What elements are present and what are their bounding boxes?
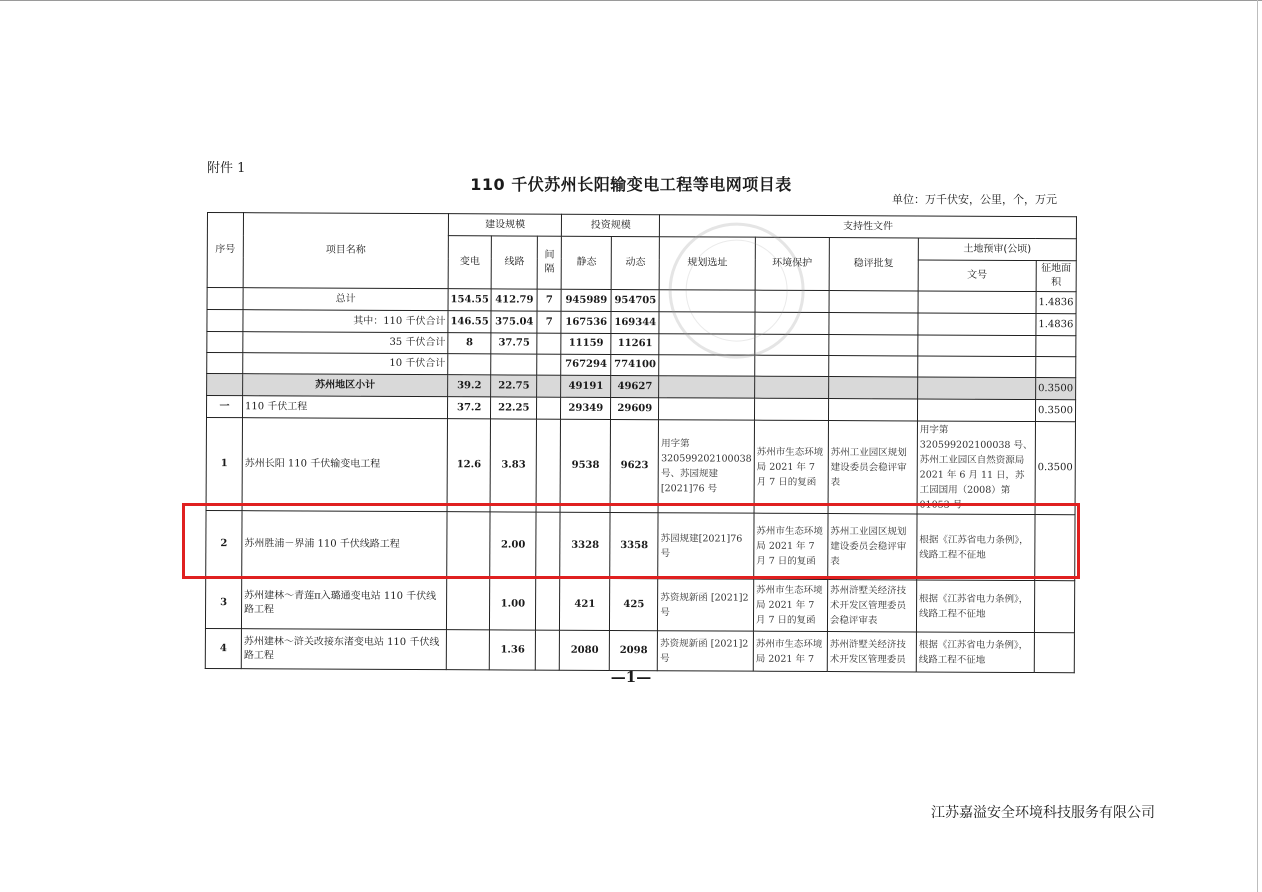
cell-area — [1034, 633, 1074, 673]
cell-dynamic: 11261 — [611, 333, 659, 354]
annex-label: 附件 1 — [207, 161, 246, 176]
cell-bay — [537, 397, 561, 419]
cell-static: 2080 — [560, 630, 610, 670]
cell-static: 11159 — [561, 333, 611, 354]
cell-docno — [918, 356, 1036, 378]
col-static: 静态 — [561, 236, 611, 289]
cell-stability — [829, 291, 918, 313]
unit-note: 单位：万千伏安，公里，个，万元 — [892, 193, 1057, 206]
col-bay: 间隔 — [537, 236, 561, 289]
cell-planning — [659, 376, 755, 398]
cell-seq — [207, 332, 243, 353]
cell-planning: 苏资规新函 [2021]2 号 — [658, 631, 754, 671]
cell-env — [755, 355, 829, 376]
cell-seq: 4 — [205, 628, 241, 668]
cell-env: 苏州市生态环境局 2021 年 7 月 7 日的复函 — [753, 579, 827, 631]
cell-docno: 根据《江苏省电力条例》，线路工程不征地 — [916, 580, 1034, 633]
cell-sub: 12.6 — [447, 419, 491, 512]
cell-docno — [918, 377, 1036, 400]
col-invest-scale: 投资规模 — [562, 214, 660, 236]
cell-dynamic: 169344 — [611, 311, 659, 333]
cell-dynamic: 954705 — [611, 289, 659, 311]
cell-line: 37.75 — [491, 333, 537, 354]
cell-name: 苏州地区小计 — [243, 374, 448, 397]
cell-line: 1.00 — [490, 578, 536, 630]
cell-env: 苏州市生态环境局 2021 年 7 月 7 日的复函 — [754, 420, 828, 513]
cell-seq — [207, 310, 243, 332]
cell-dynamic: 29609 — [611, 397, 659, 419]
cell-name: 其中：110 千伏合计 — [243, 310, 448, 333]
cell-bay — [537, 354, 561, 375]
cell-stability — [829, 313, 918, 335]
cell-docno: 根据《江苏省电力条例》，线路工程不征地 — [916, 632, 1034, 673]
cell-planning: 苏资规新函 [2021]2 号 — [658, 579, 754, 631]
col-name: 项目名称 — [243, 213, 448, 289]
cell-seq — [207, 288, 243, 310]
cell-dynamic: 9623 — [610, 419, 658, 512]
cell-sub: 154.55 — [448, 289, 491, 311]
cell-docno — [918, 291, 1036, 314]
cell-bay: 7 — [537, 289, 561, 311]
cell-sub — [446, 630, 489, 670]
col-stability: 稳评批复 — [829, 238, 918, 291]
cell-area: 1.4836 — [1036, 292, 1076, 314]
project-table-wrap — [205, 212, 1077, 673]
cell-line — [491, 354, 537, 375]
cell-stability: 苏州工业园区规划建设委员会稳评审表 — [828, 514, 917, 580]
cell-sub: 146.55 — [448, 311, 491, 333]
table-row — [206, 418, 1075, 515]
cell-bay — [536, 578, 560, 630]
cell-stability: 苏州工业园区规划建设委员会稳评审表 — [828, 421, 917, 514]
cell-planning — [659, 398, 755, 420]
cell-env — [754, 398, 828, 420]
cell-docno — [918, 335, 1036, 357]
cell-sub: 37.2 — [447, 397, 490, 419]
table-row — [205, 628, 1074, 672]
project-table — [205, 212, 1077, 673]
col-support-docs: 支持性文件 — [660, 215, 1077, 239]
col-substation: 变电 — [448, 236, 492, 289]
cell-seq — [207, 374, 243, 396]
cell-env: 苏州市生态环境局 2021 年 7 月 7 日的复函 — [754, 513, 828, 579]
cell-name: 苏州建林～浒关改接东渚变电站 110 千伏线路工程 — [241, 629, 446, 670]
cell-line: 375.04 — [491, 311, 537, 333]
cell-seq — [207, 353, 243, 374]
cell-env — [755, 334, 829, 355]
col-docno: 文号 — [918, 260, 1036, 292]
cell-dynamic: 425 — [610, 578, 658, 630]
col-area: 征地面积 — [1036, 261, 1076, 292]
cell-area — [1036, 357, 1076, 378]
cell-sub — [446, 578, 490, 630]
col-env: 环境保护 — [755, 237, 829, 290]
cell-static: 29349 — [561, 397, 611, 419]
table-row — [205, 576, 1074, 632]
cell-planning — [659, 334, 755, 355]
cell-static: 167536 — [561, 311, 611, 333]
cell-stability: 苏州浒墅关经济技术开发区管理委员会稳评审表 — [827, 580, 916, 632]
cell-name: 苏州胜浦－界浦 110 千伏线路工程 — [242, 511, 447, 578]
cell-area — [1036, 336, 1076, 357]
cell-stability — [828, 399, 917, 421]
top-border — [0, 0, 1262, 1]
cell-name: 10 千伏合计 — [243, 353, 448, 375]
cell-seq: 2 — [206, 510, 242, 576]
cell-seq: 一 — [206, 396, 242, 418]
cell-dynamic: 2098 — [610, 630, 658, 670]
cell-stability: 苏州浒墅关经济技术开发区管理委员 — [827, 632, 916, 672]
cell-planning — [659, 355, 755, 376]
company-name: 江苏嘉溢安全环境科技服务有限公司 — [931, 805, 1155, 821]
cell-line: 3.83 — [490, 419, 536, 512]
cell-name: 110 千伏工程 — [242, 396, 447, 419]
cell-static: 3328 — [560, 512, 610, 578]
cell-name: 苏州建林～青莲π入璐通变电站 110 千伏线路工程 — [241, 577, 446, 630]
cell-dynamic: 774100 — [611, 354, 659, 375]
cell-dynamic: 3358 — [610, 512, 658, 578]
cell-planning — [659, 312, 755, 334]
cell-line: 22.75 — [491, 375, 537, 397]
col-planning: 规划选址 — [659, 237, 755, 290]
col-land: 土地预审(公顷) — [918, 238, 1076, 261]
cell-name: 35 千伏合计 — [243, 332, 448, 354]
cell-seq: 3 — [205, 576, 241, 628]
cell-sub: 8 — [448, 333, 491, 354]
cell-env — [755, 312, 829, 334]
cell-env — [755, 376, 829, 398]
cell-stability — [829, 356, 918, 377]
cell-env — [755, 290, 829, 312]
col-build-scale: 建设规模 — [448, 214, 561, 237]
cell-static: 767294 — [561, 354, 611, 375]
cell-area — [1034, 581, 1074, 633]
page-number: —1— — [610, 668, 652, 686]
col-seq: 序号 — [207, 213, 243, 288]
cell-bay — [537, 375, 561, 397]
cell-static: 9538 — [560, 419, 610, 512]
cell-env: 苏州市生态环境局 2021 年 7 — [753, 631, 827, 671]
cell-line: 412.79 — [491, 289, 537, 311]
cell-stability — [829, 335, 918, 356]
cell-docno — [917, 399, 1035, 422]
cell-bay: 7 — [537, 311, 561, 333]
cell-stability — [829, 377, 918, 399]
red-highlight-box — [182, 503, 1080, 579]
cell-docno — [918, 313, 1036, 336]
cell-area: 0.3500 — [1035, 400, 1075, 422]
cell-docno: 根据《江苏省电力条例》，线路工程不征地 — [917, 514, 1035, 581]
cell-area: 1.4836 — [1036, 314, 1076, 336]
cell-planning — [659, 290, 755, 312]
cell-planning: 用字第 320599202100038 号、苏园规建 [2021]76 号 — [658, 420, 754, 513]
cell-line: 2.00 — [490, 512, 536, 578]
cell-bay — [536, 419, 560, 512]
cell-area: 0.3500 — [1036, 378, 1076, 400]
cell-static: 49191 — [561, 375, 611, 397]
document-title: 110 千伏苏州长阳输变电工程等电网项目表 — [470, 175, 792, 194]
right-border — [1257, 0, 1258, 892]
col-line: 线路 — [491, 236, 537, 289]
cell-name: 苏州长阳 110 千伏输变电工程 — [242, 418, 447, 512]
cell-line: 1.36 — [490, 630, 536, 670]
cell-seq: 1 — [206, 418, 242, 511]
cell-line: 22.25 — [491, 397, 537, 419]
cell-sub: 39.2 — [448, 375, 491, 397]
cell-planning: 苏园规建[2021]76 号 — [658, 513, 754, 579]
cell-area: 0.3500 — [1035, 422, 1075, 515]
cell-static: 945989 — [561, 289, 611, 311]
cell-bay — [536, 630, 560, 670]
cell-static: 421 — [560, 578, 610, 630]
cell-sub — [448, 354, 491, 375]
cell-bay — [537, 333, 561, 354]
cell-dynamic: 49627 — [611, 375, 659, 397]
cell-name: 总计 — [243, 288, 448, 311]
col-dynamic: 动态 — [611, 236, 659, 289]
cell-docno: 用字第 320599202100038 号、苏州工业园区自然资源局 2021 年 6 月 11 日，苏工园国用（2008）第 01053 号 — [917, 421, 1035, 515]
